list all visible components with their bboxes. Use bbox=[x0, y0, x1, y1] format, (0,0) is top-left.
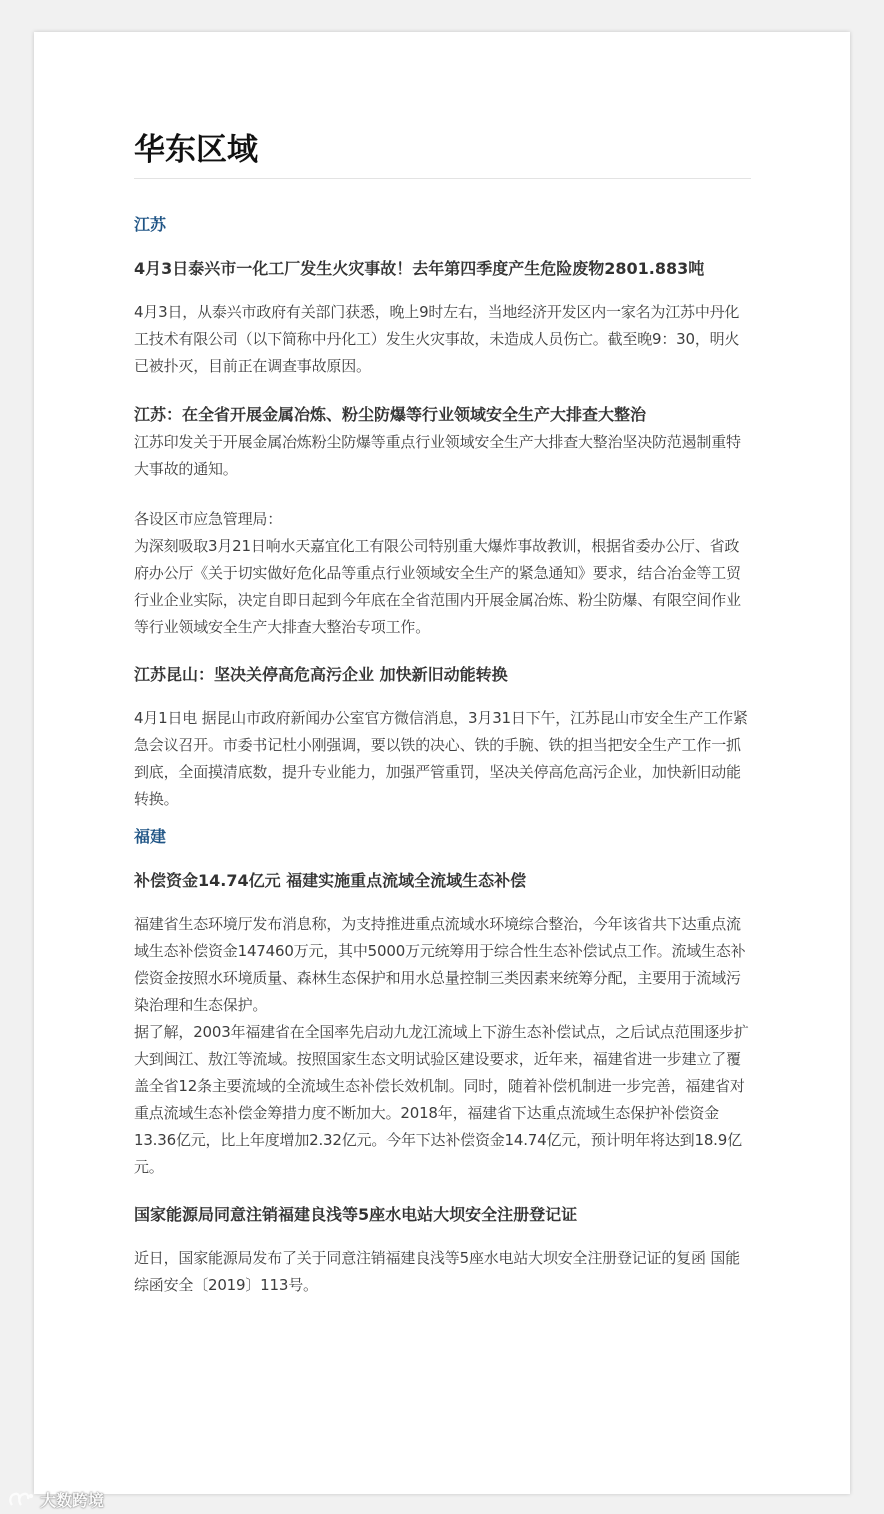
article-paragraph: 据了解，2003年福建省在全国率先启动九龙江流域上下游生态补偿试点，之后试点范围逐步扩大到闽江、敖江等流域。按照国家生态文明试验区建设要求，近年来，福建省进一步建立了覆盖全省12条主要流域的全流域生态补偿长效机制。同时，随着补偿机制进一步完善，福建省对重点流域生态补偿金筹措力度不断加大。2018年，福建省下达重点流域生态保护补偿资金13.36亿元，比上年度增加2.32亿元。今年下达补偿资金14.74亿元，预计明年将达到18.9亿元。 bbox=[134, 1023, 749, 1176]
watermark bbox=[8, 1488, 104, 1511]
article-paragraph: 4月3日，从泰兴市政府有关部门获悉，晚上9时左右，当地经济开发区内一家名为江苏中丹化工技术有限公司（以下简称中丹化工）发生火灾事故，未造成人员伤亡。截至晚9：30，明火已被扑灭，目前正在调查事故原因。 bbox=[134, 303, 740, 375]
article-paragraph: 为深刻吸取3月21日响水天嘉宜化工有限公司特别重大爆炸事故教训，根据省委办公厅、省政府办公厅《关于切实做好危化品等重点行业领域安全生产的紧急通知》要求，结合冶金等工贸行业企业实际，决定自即日起到今年底在全省范围内开展金属冶炼、粉尘防爆、有限空间作业等行业领域安全生产大排查大整治专项工作。 bbox=[134, 537, 741, 636]
title-divider bbox=[134, 178, 751, 179]
article-paragraph: 4月1日电 据昆山市政府新闻办公室官方微信消息，3月31日下午，江苏昆山市安全生产工作紧急会议召开。市委书记杜小刚强调，要以铁的决心、铁的手腕、铁的担当把安全生产工作一抓到底，全面摸清底数，提升专业能力，加强严管重罚，坚决关停高危高污企业，加快新旧动能转换。 bbox=[134, 709, 748, 808]
article-page bbox=[34, 32, 850, 1494]
article-paragraph: 江苏印发关于开展金属冶炼粉尘防爆等重点行业领域安全生产大排查大整治坚决防范遏制重特大事故的通知。 bbox=[134, 433, 741, 478]
region-label-fujian: 福建 bbox=[134, 827, 167, 846]
region-label-jiangsu: 江苏 bbox=[134, 215, 167, 234]
article-content bbox=[134, 128, 751, 1299]
article-headline: 4月3日泰兴市一化工厂发生火灾事故！去年第四季度产生危险废物2801.883吨 bbox=[134, 259, 705, 278]
watermark-text: 大数跨境 bbox=[40, 1491, 105, 1510]
page-title: 华东区域 bbox=[134, 132, 258, 168]
article-headline: 江苏昆山：坚决关停高危高污企业 加快新旧动能转换 bbox=[134, 665, 508, 684]
article-salutation: 各设区市应急管理局： bbox=[134, 510, 283, 528]
article-paragraph: 近日，国家能源局发布了关于同意注销福建良浅等5座水电站大坝安全注册登记证的复函 国能综函安全〔2019〕113号。 bbox=[134, 1249, 740, 1294]
article-headline: 补偿资金14.74亿元 福建实施重点流域全流域生态补偿 bbox=[134, 871, 527, 890]
brand-logo-icon bbox=[8, 1491, 34, 1509]
article-headline: 国家能源局同意注销福建良浅等5座水电站大坝安全注册登记证 bbox=[134, 1205, 578, 1224]
article-headline: 江苏：在全省开展金属冶炼、粉尘防爆等行业领域安全生产大排查大整治 bbox=[134, 405, 647, 424]
article-paragraph: 福建省生态环境厅发布消息称，为支持推进重点流域水环境综合整治，今年该省共下达重点流域生态补偿资金147460万元，其中5000万元统筹用于综合性生态补偿试点工作。流域生态补偿资金按照水环境质量、森林生态保护和用水总量控制三类因素来统筹分配，主要用于流域污染治理和生态保护。 bbox=[134, 915, 746, 1014]
